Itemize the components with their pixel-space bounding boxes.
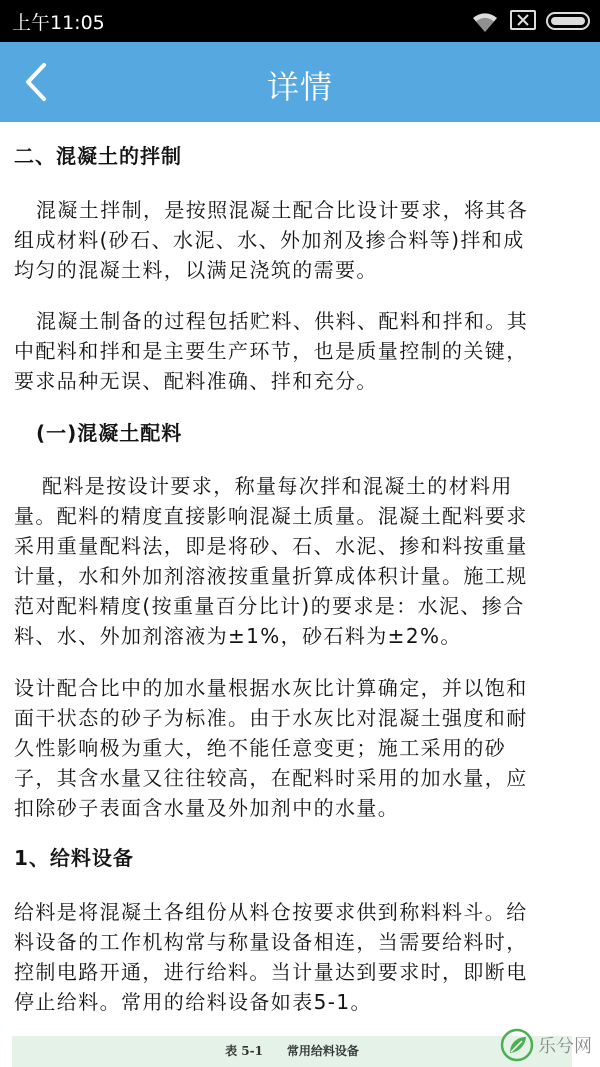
paragraph-2 bbox=[14, 306, 586, 396]
subsection-title: 1、给料设备 bbox=[14, 846, 134, 870]
table-caption: 表 5-1 常用给料设备 bbox=[225, 1044, 359, 1058]
paragraph-4 bbox=[14, 673, 586, 823]
paragraph-line: 设计配合比中的加水量根据水灰比计算确定，并以饱和 bbox=[14, 676, 528, 700]
paragraph-line: 要求品种无误、配料准确、拌和充分。 bbox=[14, 369, 378, 393]
paragraph-line: 配料是按设计要求，称量每次拌和混凝土的材料用 bbox=[42, 474, 513, 498]
paragraph-line: 范对配料精度(按重量百分比计)的要求是：水泥、掺合 bbox=[14, 594, 525, 618]
paragraph-line: 停止给料。常用的给料设备如表5-1。 bbox=[14, 990, 372, 1014]
paragraph-line: 量。配料的精度直接影响混凝土质量。混凝土配料要求 bbox=[14, 504, 528, 528]
app-header bbox=[0, 42, 600, 122]
leaf-logo-icon bbox=[500, 1028, 534, 1062]
subsection-title: (一)混凝土配料 bbox=[36, 421, 183, 445]
paragraph-line: 扣除砂子表面含水量及外加剂中的水量。 bbox=[14, 796, 400, 820]
paragraph-line: 采用重量配料法，即是将砂、石、水泥、掺和料按重量 bbox=[14, 534, 528, 558]
page-title: 详情 bbox=[266, 68, 333, 106]
battery-icon bbox=[546, 12, 590, 30]
watermark-text: 乐兮网 bbox=[538, 1036, 592, 1057]
paragraph-line: 子，其含水量又往往较高，在配料时采用的加水量，应 bbox=[14, 766, 528, 790]
paragraph-line: 组成材料(砂石、水泥、水、外加剂及掺合料等)拌和成 bbox=[14, 228, 525, 252]
paragraph-line: 面干状态的砂子为标准。由于水灰比对混凝土强度和耐 bbox=[14, 706, 528, 730]
paragraph-3 bbox=[14, 471, 586, 651]
watermark bbox=[500, 1026, 598, 1066]
paragraph-line: 混凝土拌制，是按照混凝土配合比设计要求，将其各 bbox=[36, 198, 529, 222]
paragraph-line: 料设备的工作机构常与称量设备相连，当需要给料时， bbox=[14, 930, 528, 954]
paragraph-line: 久性影响极为重大，绝不能任意变更；施工采用的砂 bbox=[14, 736, 507, 760]
status-time: 上午11:05 bbox=[12, 12, 105, 34]
wifi-icon bbox=[470, 8, 500, 34]
paragraph-line: 给料是将混凝土各组份从料仓按要求供到称料料斗。给 bbox=[14, 900, 528, 924]
paragraph-line: 混凝土制备的过程包括贮料、供料、配料和拌和。其 bbox=[36, 309, 529, 333]
paragraph-5 bbox=[14, 897, 586, 1017]
paragraph-1 bbox=[14, 195, 586, 285]
paragraph-line: 控制电路开通，进行给料。当计量达到要求时，即断电 bbox=[14, 960, 528, 984]
paragraph-line: 均匀的混凝土料，以满足浇筑的需要。 bbox=[14, 258, 378, 282]
paragraph-line: 料、水、外加剂溶液为±1%，砂石料为±2%。 bbox=[14, 624, 462, 648]
status-bar bbox=[0, 0, 600, 42]
paragraph-line: 中配料和拌和是主要生产环节，也是质量控制的关键， bbox=[14, 339, 528, 363]
paragraph-line: 计量，水和外加剂溶液按重量折算成体积计量。施工规 bbox=[14, 564, 528, 588]
section-title: 二、混凝土的拌制 bbox=[14, 144, 182, 168]
sim-absent-icon bbox=[510, 10, 536, 30]
table-preview bbox=[12, 1036, 572, 1067]
